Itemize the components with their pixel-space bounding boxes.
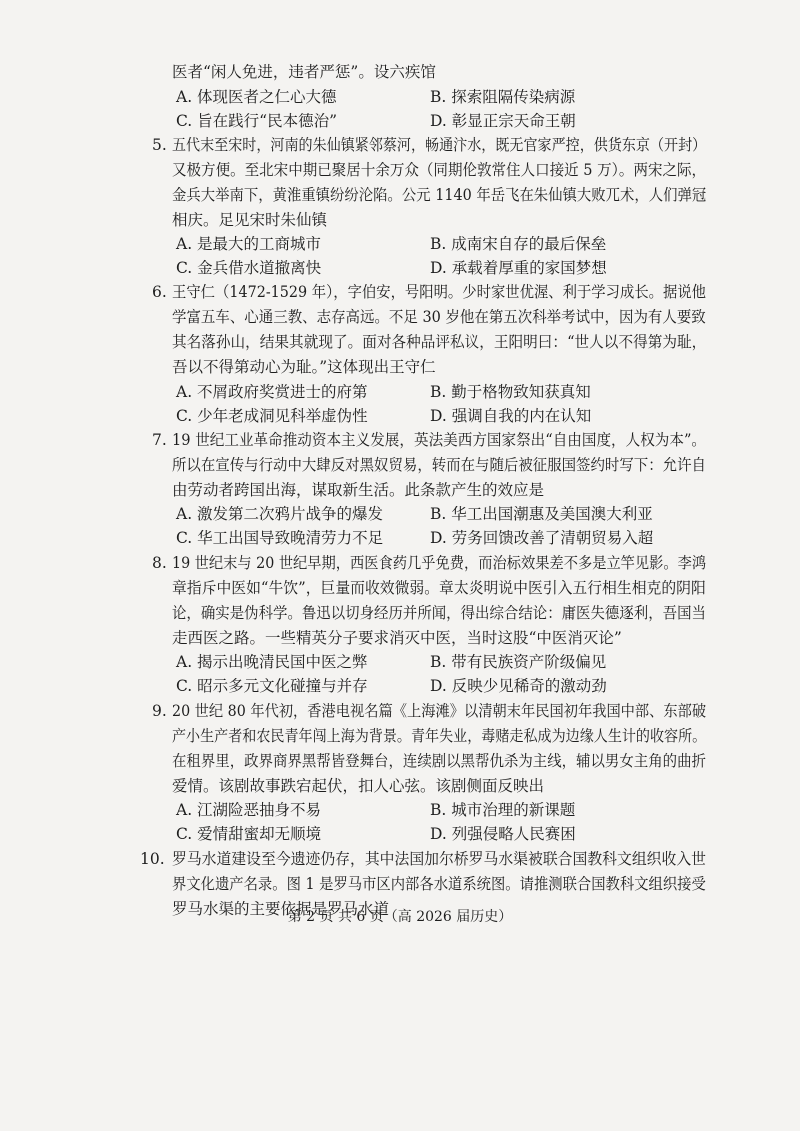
question-number: 10. [140,850,165,868]
option-b: B. 带有民族资产阶级偏见 [430,653,607,671]
option-b: B. 成南宋自存的最后保垒 [430,235,607,253]
option-b: B. 勤于格物致知获真知 [430,383,591,401]
option-c: C. 旨在践行“民本德治” [176,112,338,130]
question-number: 5. [152,136,167,154]
question-number: 6. [152,283,167,301]
option-c: C. 华工出国导致晚清劳力不足 [176,529,384,547]
option-c: C. 金兵借水道撤离快 [176,259,322,277]
option-d: D. 承载着厚重的家国梦想 [430,259,607,277]
option-c: C. 少年老成洞见科举虚伪性 [176,407,368,425]
exam-page: 医者“闲人免进，违者严惩”。设六疾馆 A. 体现医者之仁心大德 B. 探索阻隔传染病源 C. 旨在践行“民本德治” D. 彰显正宗天命王朝 5. 五代末至宋时，河南的朱仙镇紧邻蔡河，畅通汴水，既无官家严控，供货东京（开封） 又极方便。至北宋中期已聚居十余万众（同期伦敦常住人口接近 5 万）。两宋之际， 金兵大举南下，黄淮重镇纷纷沦陷。公元 1140 年岳飞在朱仙镇大败兀术，人们弹冠 相庆。足见宋时朱仙镇 A. 是最大的工商城市 B. 成南宋自存的最后保垒 C. 金兵借水道撤离快 D. 承载着厚重的家国梦想 6. 王守仁（1472-1529 年），字伯安，号阳明。少时家世优渥、利于学习成长。据说他 学富五车、心通三教、志存高远。不足 30 岁他在第五次科举考试中，因为有人要致 其名落孙山，结果其就现了。面对各种品评私议，王阳明曰：“世人以不得第为耻， 吾以不得第动心为耻。”这体现出王守仁 A. 不屑政府奖赏进士的府第 B. 勤于格物致知获真知 C. 少年老成洞见科举虚伪性 D. 强调自我的内在认知 7. 19 世纪工业革命推动资本主义发展，英法美西方国家祭出“自由国度，人权为本”。 所以在宣传与行动中大肆反对黑奴贸易，转而在与随后被征服国签约时写下：允许自 由劳动者跨国出海，谋取新生活。此条款产生的效应是 A. 激发第二次鸦片战争的爆发 B. 华工出国潮惠及美国澳大利亚 C. 华工出国导致晚清劳力不足 D. 劳务回馈改善了清朝贸易入超 8. 19 世纪末与 20 世纪早期，西医食药几乎免费，而治标效果差不多是立竿见影。李鸿 章指斥中医如“牛饮”，巨量而收效微弱。章太炎明说中医引入五行相生相克的阴阳 论，确实是伪科学。鲁迅以切身经历并所闻，得出综合结论：庸医失德逐利，吾国当 走西医之路。一些精英分子要求消灭中医，当时这股“中医消灭论” A. 揭示出晚清民国中医之弊 B. 带有民族资产阶级偏见 C. 昭示多元文化碰撞与并存 D. 反映少见稀奇的激动劲 9. 20 世纪 80 年代初，香港电视名篇《上海滩》以清朝末年民国初年我国中部、东部破 产小生产者和农民青年闯上海为背景。青年失业，毒赌走私成为边缘人生计的收容所。 在租界里，政界商界黑帮皆登舞台，连续剧以黑帮仇杀为主线，辅以男女主角的曲折 爱情。该剧故事跌宕起伏，扣人心弦。该剧侧面反映出 A. 江湖险恶抽身不易 B. 城市治理的新课题 C. 爱情甜蜜却无顺境 D. 列强侵略人民赛困 10. 罗马水道建设至今遗迹仍存，其中法国加尔桥罗马水渠被联合国教科文组织收入世 界文化遗产名录。图 1 是罗马市区内部各水道系统图。请推测联合国教科文组织接受 罗马水渠的主要依据是罗马水道 第 2 页 共 6 页（高 2026 届历史） [0,0,800,1131]
option-c: C. 爱情甜蜜却无顺境 [176,825,322,843]
option-a: A. 江湖险恶抽身不易 [176,801,322,819]
option-c: C. 昭示多元文化碰撞与并存 [176,677,368,695]
question-number: 9. [152,702,167,720]
option-d: D. 劳务回馈改善了清朝贸易入超 [430,529,654,547]
option-a: A. 是最大的工商城市 [176,235,322,253]
option-d: D. 反映少见稀奇的激动劲 [430,677,607,695]
question-number: 8. [152,554,167,572]
option-d: D. 列强侵略人民赛困 [430,825,576,843]
option-a: A. 激发第二次鸦片战争的爆发 [176,505,384,523]
option-b: B. 探索阻隔传染病源 [430,88,576,106]
option-a: A. 体现医者之仁心大德 [176,88,337,106]
option-b: B. 城市治理的新课题 [430,801,576,819]
option-a: A. 不屑政府奖赏进士的府第 [176,383,368,401]
option-a: A. 揭示出晚清民国中医之弊 [176,653,368,671]
question-number: 7. [152,431,167,449]
option-d: D. 强调自我的内在认知 [430,407,592,425]
page-footer: 第 2 页 共 6 页（高 2026 届历史） [287,909,513,925]
option-d: D. 彰显正宗天命王朝 [430,112,576,130]
option-b: B. 华工出国潮惠及美国澳大利亚 [430,505,653,523]
